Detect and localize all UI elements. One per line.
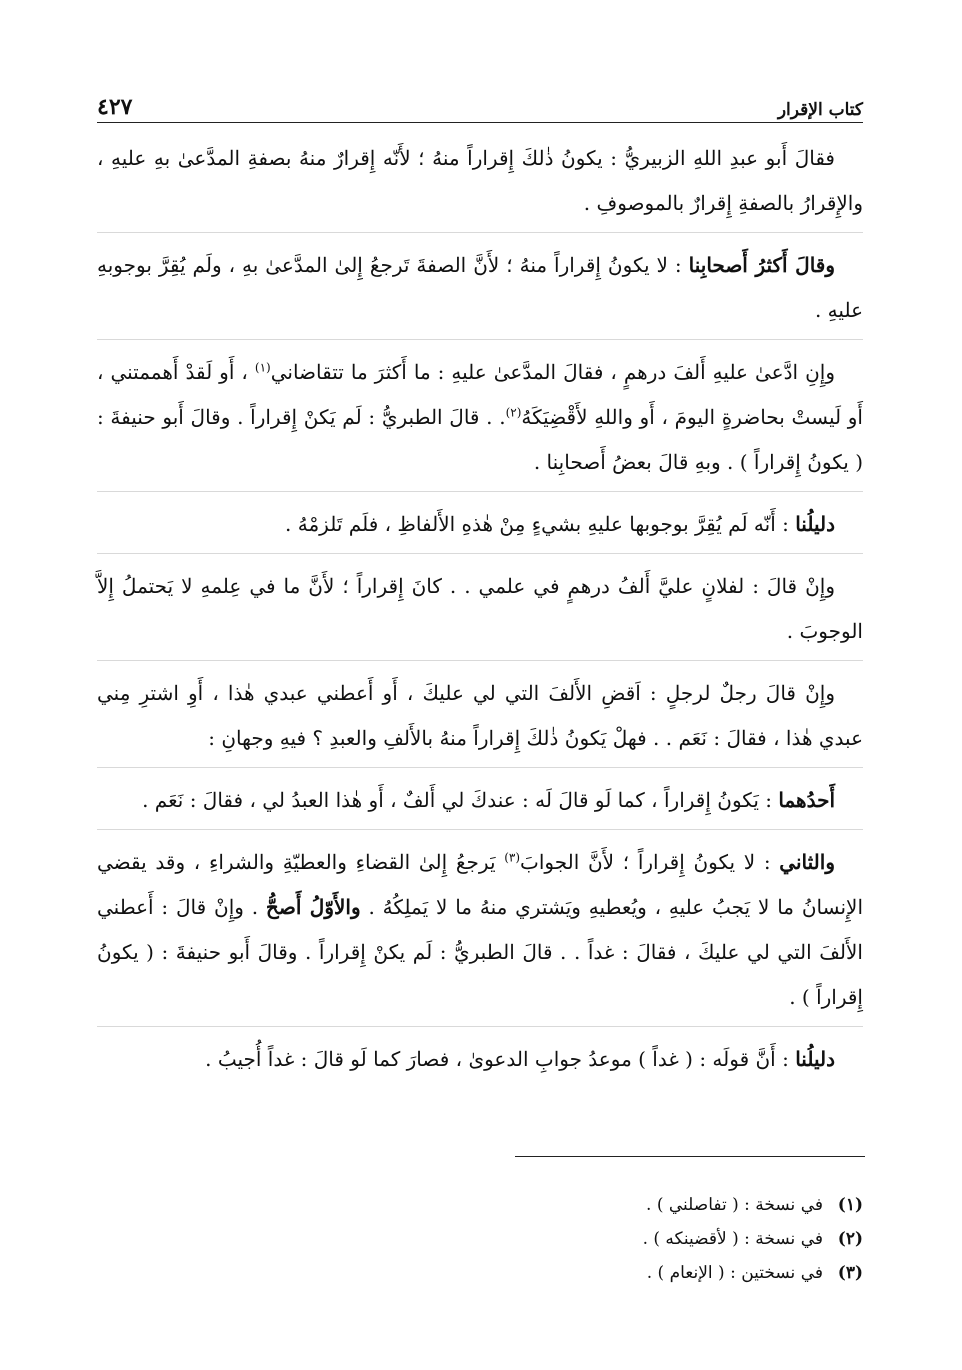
footnote-1 bbox=[97, 1188, 863, 1222]
paragraph-text: : لا يكونُ إِقراراً ؛ لأَنَّ الجوابَ bbox=[520, 850, 780, 874]
paragraph-text: . . قالَ الطبريُّ : لَم يَكنْ إِقراراً . وقالَ أَبو حنيفةَ : ( يكونُ إِقراراً ) . وبهِ قالَ بعضُ أَصحابِنا . bbox=[97, 405, 863, 474]
paragraph-lead: وقالَ أَكثرُ أَصحابِنا bbox=[688, 253, 836, 277]
paragraph-text: وإِنْ قالَ : لفلانٍ عليَّ أَلفُ درهمٍ في علمي . . كانَ إِقراراً ؛ لأَنَّ ما في عِلمهِ لا يَحتملُ إِلاَّ الوجوبَ . bbox=[97, 574, 863, 643]
page-header bbox=[97, 80, 863, 120]
book-title: كتاب الإقرار bbox=[777, 100, 863, 120]
paragraph-7 bbox=[97, 778, 863, 830]
footnote-2 bbox=[97, 1222, 863, 1256]
paragraph-text: فقالَ أَبو عبدِ اللهِ الزبيريُّ : يكونُ ذٰلكَ إِقراراً منهُ ؛ لأَنّه إِقرارٌ منهُ بصفةِ المدَّعىٰ بهِ عليهِ ، والإِقرارُ بالصفةِ إِقرارٌ بالموصوفِ . bbox=[97, 146, 863, 215]
paragraph-6 bbox=[97, 671, 863, 768]
paragraph-text: : أَنَّ قولَه : ( غداً ) موعدُ جوابِ الدعوىٰ ، فصارَ كما لَو قالَ : غداً أُجيبُ . bbox=[205, 1047, 796, 1071]
paragraph-lead: دليلُنا bbox=[795, 1047, 835, 1071]
footnote-divider bbox=[515, 1156, 865, 1157]
page-number: ٤٢٧ bbox=[97, 94, 133, 120]
paragraph-9 bbox=[97, 1037, 863, 1088]
paragraph-8 bbox=[97, 840, 863, 1027]
footnote-text: في نسخة : ( لأقضينكه ) . bbox=[642, 1229, 823, 1249]
paragraph-text: : أَنّه لَم يُقِرَّ بوجوبها عليهِ بشيءٍ مِنْ هٰذهِ الأَلفاظِ ، فلَم تَلزمْهُ . bbox=[285, 512, 796, 536]
footnote-3 bbox=[97, 1256, 863, 1290]
footnote-text: في نسخة : ( تفاصلني ) . bbox=[646, 1195, 823, 1215]
paragraph-lead: أَحدُهما bbox=[778, 788, 835, 812]
paragraph-1 bbox=[97, 136, 863, 233]
footnote-number: (١) bbox=[837, 1195, 863, 1215]
paragraph-text: : لا يكونُ إِقراراً منهُ ؛ لأَنَّ الصفةَ تَرجعُ إِلىٰ المدَّعىٰ بهِ ، ولَم يُقِرَّ بوجوبهِ عليهِ . bbox=[97, 253, 863, 322]
paragraph-text: وإِنِ ادَّعىٰ عليهِ أَلفَ درهمٍ ، فقالَ المدَّعىٰ عليهِ : ما أَكثرَ ما تتقاضاني bbox=[270, 360, 835, 384]
paragraph-5 bbox=[97, 564, 863, 661]
footnote-number: (٢) bbox=[837, 1229, 863, 1249]
paragraph-lead: والثاني bbox=[779, 850, 835, 874]
header-divider bbox=[97, 122, 863, 123]
main-text bbox=[97, 136, 863, 1098]
paragraph-4 bbox=[97, 502, 863, 554]
footnote-number: (٣) bbox=[837, 1263, 863, 1283]
paragraph-3 bbox=[97, 350, 863, 492]
paragraph-text: يَرجعُ إِلىٰ القضاءِ والعطيّةِ والشراءِ ، وقد يقضي الإِنسانُ ما لا يَجبُ عليهِ ، ويُعطيهِ ويَشتري منهُ ما لا يَملِكُهُ . bbox=[97, 850, 863, 919]
paragraph-text: : يَكونُ إِقراراً ، كما لَو قالَ لَه : عندكَ لي أَلفٌ ، أَو هٰذا العبدُ لي ، فقالَ : نَعَم . bbox=[142, 788, 779, 812]
paragraph-text: وإِنْ قالَ رجلٌ لرجلٍ : اَقضِ الأَلفَ التي لي عليكَ ، أَو أَعطني عبدي هٰذا ، أَوِ اشترِ مِني عبدي هٰذا ، فقالَ : نَعَم . . فهلْ يَكونُ ذٰلكَ إِقراراً منهُ بالأَلفِ والعبدِ ؟ فيهِ وجهانِ : bbox=[97, 681, 863, 750]
paragraph-text: ، أَو لَقدْ أَهممتني ، أَو لَيستْ بحاضرةٍ اليومَ ، أَو واللهِ لأَقْضِيَكَهُ bbox=[97, 360, 863, 429]
paragraph-lead: والأَوّلُ أَصحُّ bbox=[265, 895, 361, 919]
footnote-ref-3[interactable]: (٣) bbox=[504, 850, 521, 865]
paragraph-lead: دليلُنا bbox=[795, 512, 835, 536]
footnote-ref-1[interactable]: (١) bbox=[254, 360, 271, 375]
footnote-text: في نسختين : ( الإنعام ) . bbox=[646, 1263, 823, 1283]
paragraph-2 bbox=[97, 243, 863, 340]
footnotes bbox=[97, 1188, 863, 1290]
footnote-ref-2[interactable]: (٢) bbox=[505, 405, 522, 420]
paragraph-text: . وإِنْ قالَ : أَعطني الأَلفَ التي لي عليكَ ، فقالَ : غداً . . قالَ الطبريُّ : لَم يكنْ إِقراراً . وقالَ أَبو حنيفةَ : ( يكونُ إِقراراً ) . bbox=[97, 895, 863, 1009]
